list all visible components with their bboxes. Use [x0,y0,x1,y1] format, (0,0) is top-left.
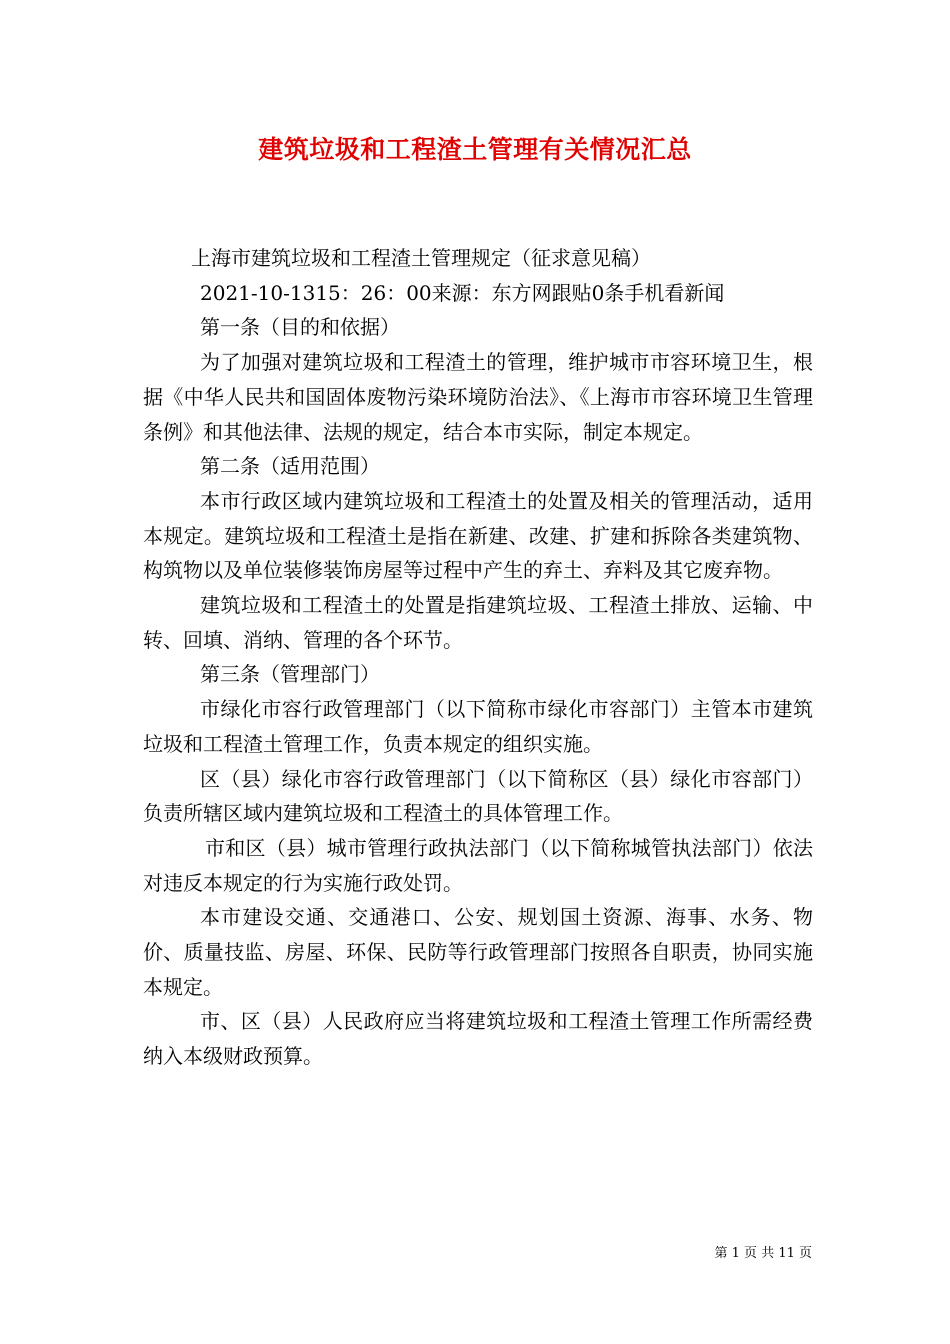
body-paragraph: 2021-10-1315：26：00来源：东方网跟贴0条手机看新闻 [200,280,725,305]
body-paragraph: 市和区（县）城市管理行政执法部门（以下简称城管执法部门）依法对违反本规定的行为实施行政处罚。 [143,835,813,895]
document-body [143,241,813,1074]
body-paragraph: 市、区（县）人民政府应当将建筑垃圾和工程渣土管理工作所需经费纳入本级财政预算。 [143,1009,813,1069]
body-paragraph: 上海市建筑垃圾和工程渣土管理规定（征求意见稿） [191,246,651,270]
body-paragraph: 第三条（管理部门） [200,662,380,687]
body-paragraph: 第一条（目的和依据） [200,315,400,340]
body-paragraph: 为了加强对建筑垃圾和工程渣土的管理，维护城市市容环境卫生，根据《中华人民共和国固体废物污染环境防治法》、《上海市市容环境卫生管理条例》和其他法律、法规的规定，结合本市实际，制定本规定。 [143,350,813,444]
body-paragraph: 市绿化市容行政管理部门（以下简称市绿化市容部门）主管本市建筑垃圾和工程渣土管理工作，负责本规定的组织实施。 [143,697,813,756]
body-paragraph: 第二条（适用范围） [200,454,380,479]
body-paragraph: 区（县）绿化市容行政管理部门（以下简称区（县）绿化市容部门）负责所辖区域内建筑垃圾和工程渣土的具体管理工作。 [143,766,813,826]
body-paragraph: 本市建设交通、交通港口、公安、规划国土资源、海事、水务、物价、质量技监、房屋、环保、民防等行政管理部门按照各自职责，协同实施本规定。 [143,905,813,999]
page-number: 第 1 页 共 11 页 [714,1246,812,1261]
body-paragraph: 本市行政区域内建筑垃圾和工程渣土的处置及相关的管理活动，适用本规定。建筑垃圾和工程渣土是指在新建、改建、扩建和拆除各类建筑物、构筑物以及单位装修装饰房屋等过程中产生的弃土、弃料及其它废弃物。 [143,488,813,583]
document-title: 建筑垃圾和工程渣土管理有关情况汇总 [258,135,692,164]
body-paragraph: 建筑垃圾和工程渣土的处置是指建筑垃圾、工程渣土排放、运输、中转、回填、消纳、管理的各个环节。 [143,593,813,652]
